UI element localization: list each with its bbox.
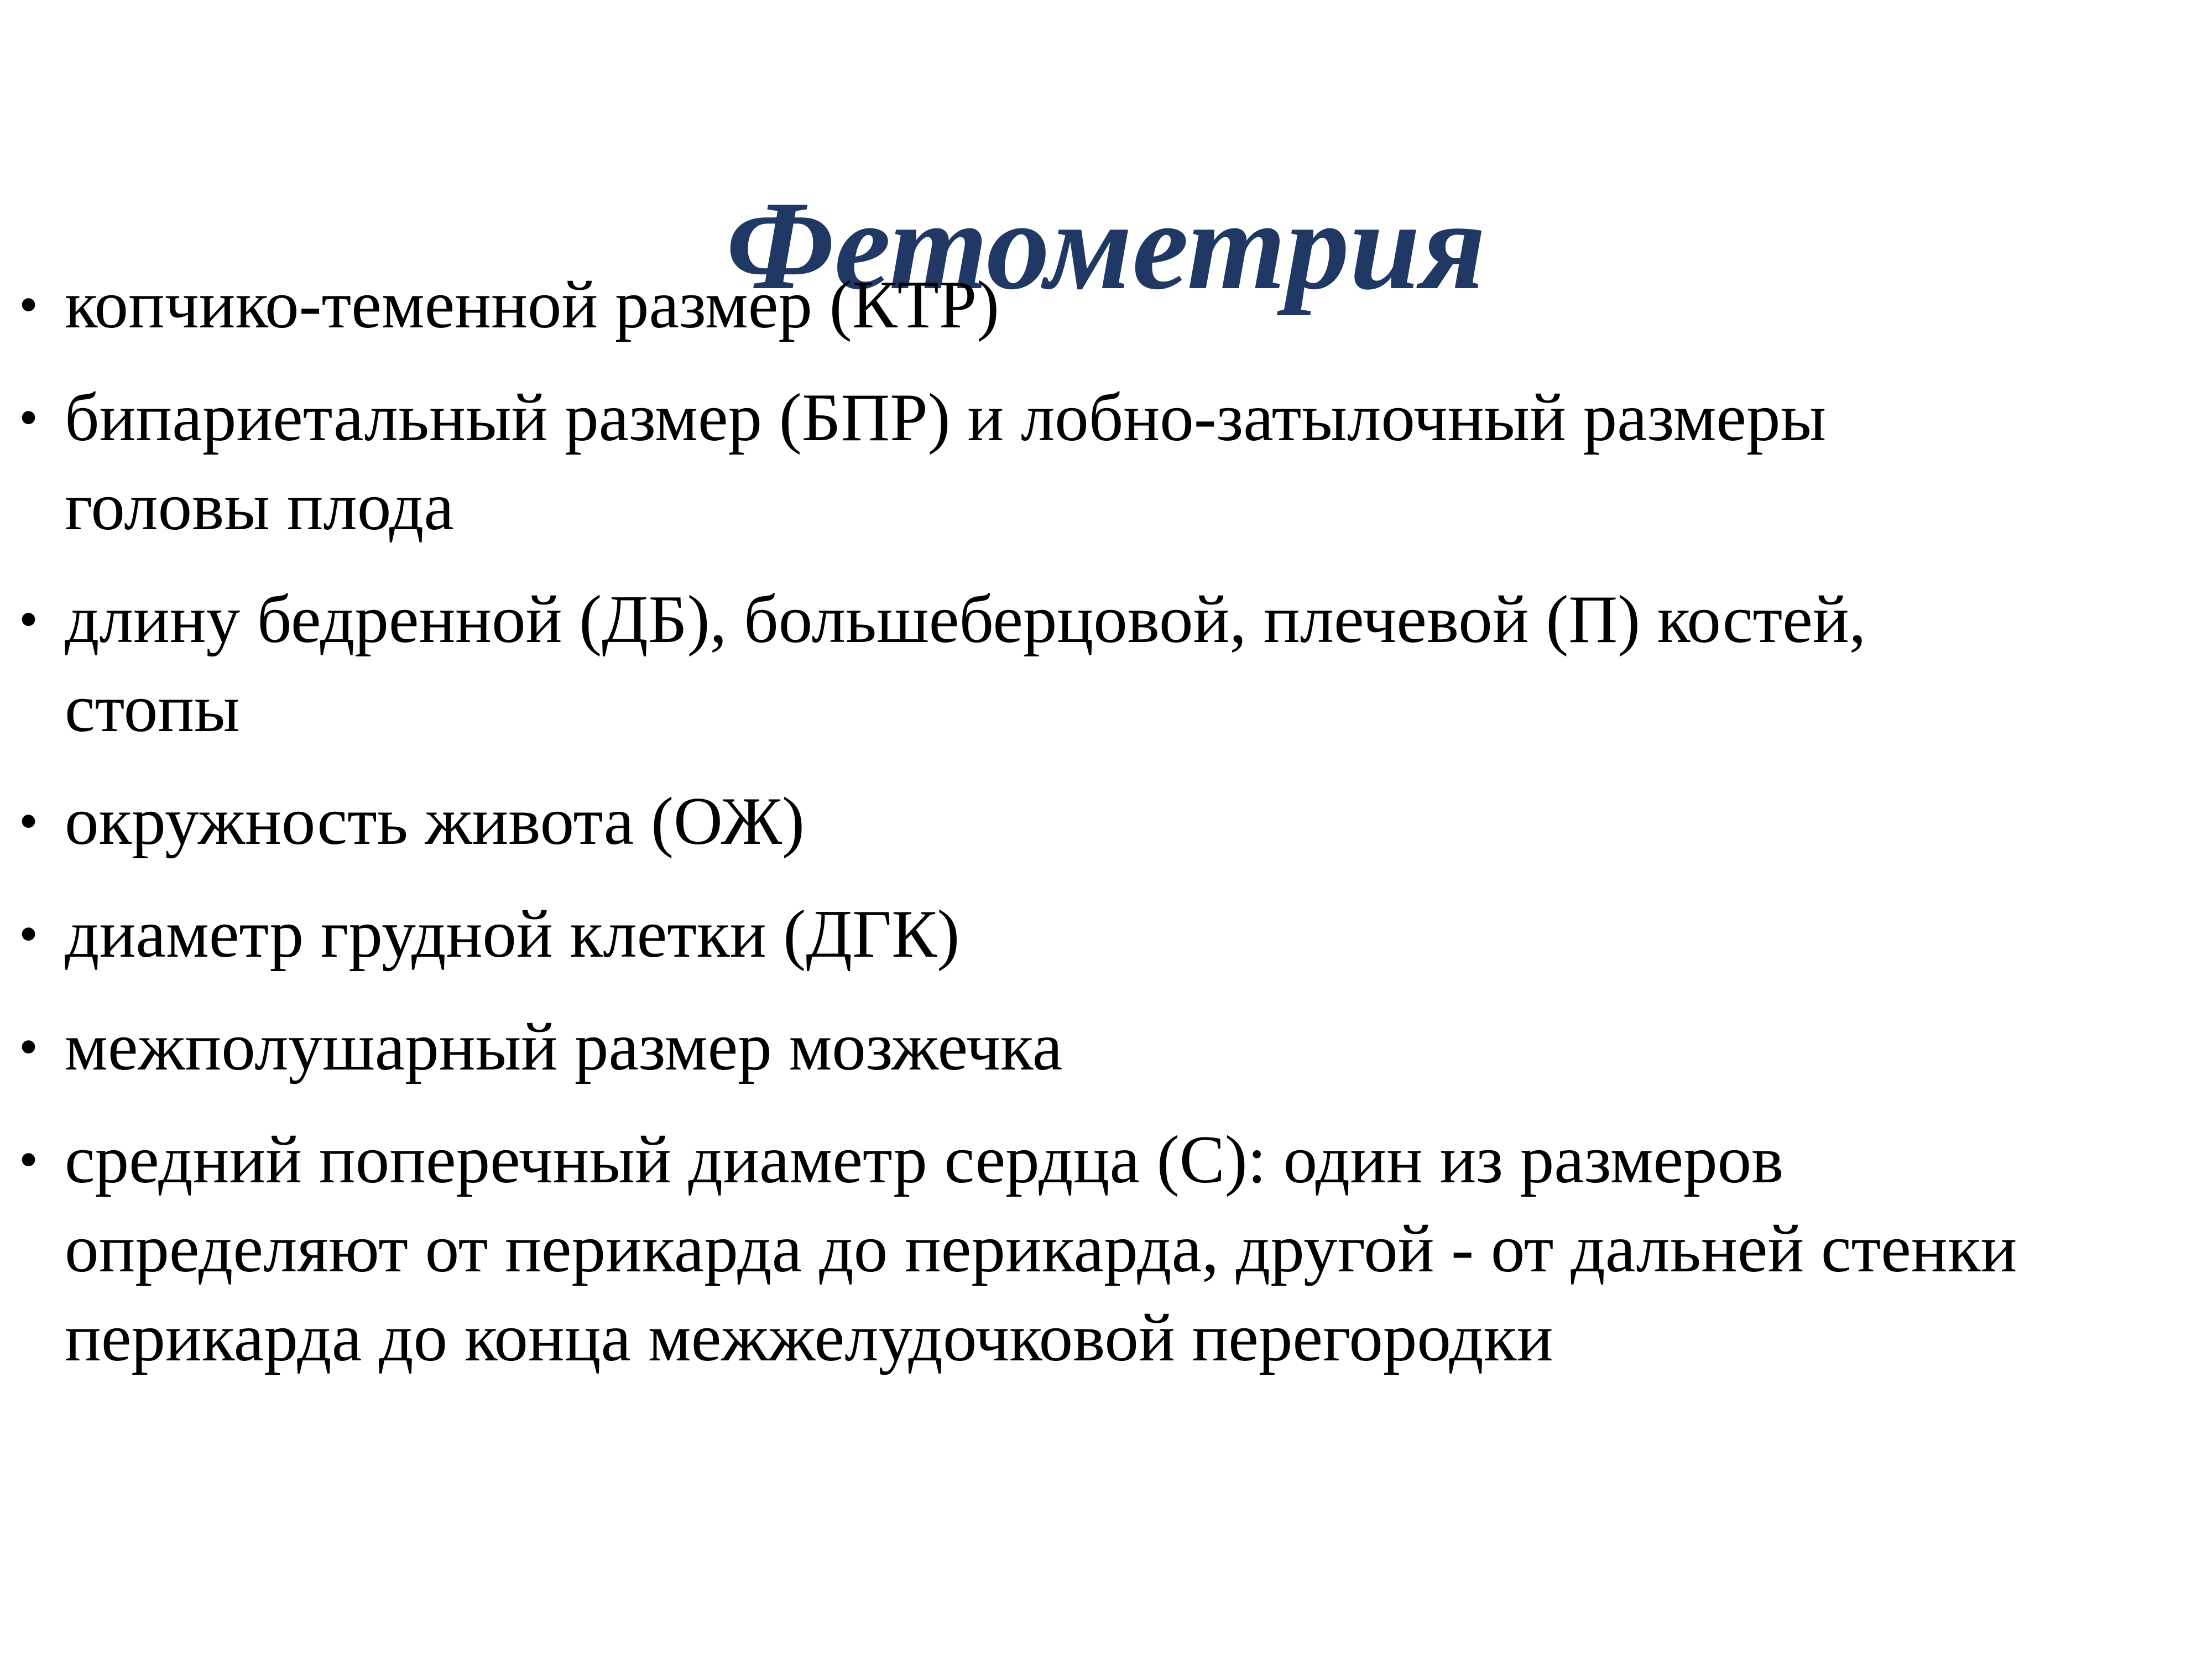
bullet-item [0, 373, 2212, 551]
bullet-item [0, 889, 2212, 978]
bullet-item [0, 776, 2212, 865]
bullet-dot-icon: • [19, 1016, 39, 1077]
bullet-text-line: головы плода [65, 468, 454, 544]
bullet-text-line: бипариетальный размер (БПР) и лобно-затылочный размеры [65, 379, 1827, 455]
bullet-text-line: средний поперечный диаметр сердца (С): один из размеров [65, 1121, 1784, 1197]
bullet-dot-icon: • [19, 903, 39, 964]
bullet-text-line: определяют от перикарда до перикарда, другой - от дальней стенки [65, 1211, 2017, 1286]
bullet-dot-icon: • [19, 588, 39, 650]
bullet-list [0, 260, 2212, 1406]
slide-title: Фетометрия [726, 175, 1486, 316]
bullet-item [0, 1115, 2212, 1382]
bullet-item [0, 260, 2212, 349]
bullet-text-line: копчико-теменной размер (КТР) [65, 267, 1000, 342]
bullet-text-line: перикарда до конца межжелудочковой перегородки [65, 1300, 1553, 1375]
bullet-dot-icon: • [19, 790, 39, 852]
bullet-dot-icon: • [19, 274, 39, 335]
bullet-item [0, 575, 2212, 753]
bullet-item [0, 1002, 2212, 1091]
bullet-dot-icon: • [19, 1129, 39, 1190]
bullet-dot-icon: • [19, 387, 39, 448]
bullet-text-line: стопы [65, 670, 240, 746]
bullet-text-line: диаметр грудной клетки (ДГК) [65, 896, 960, 972]
bullet-text-line: окружность живота (ОЖ) [65, 783, 805, 859]
bullet-text-line: межполушарный размер мозжечка [65, 1009, 1063, 1084]
bullet-text-line: длину бедренной (ДБ), большеберцовой, плечевой (П) костей, [65, 581, 1866, 657]
